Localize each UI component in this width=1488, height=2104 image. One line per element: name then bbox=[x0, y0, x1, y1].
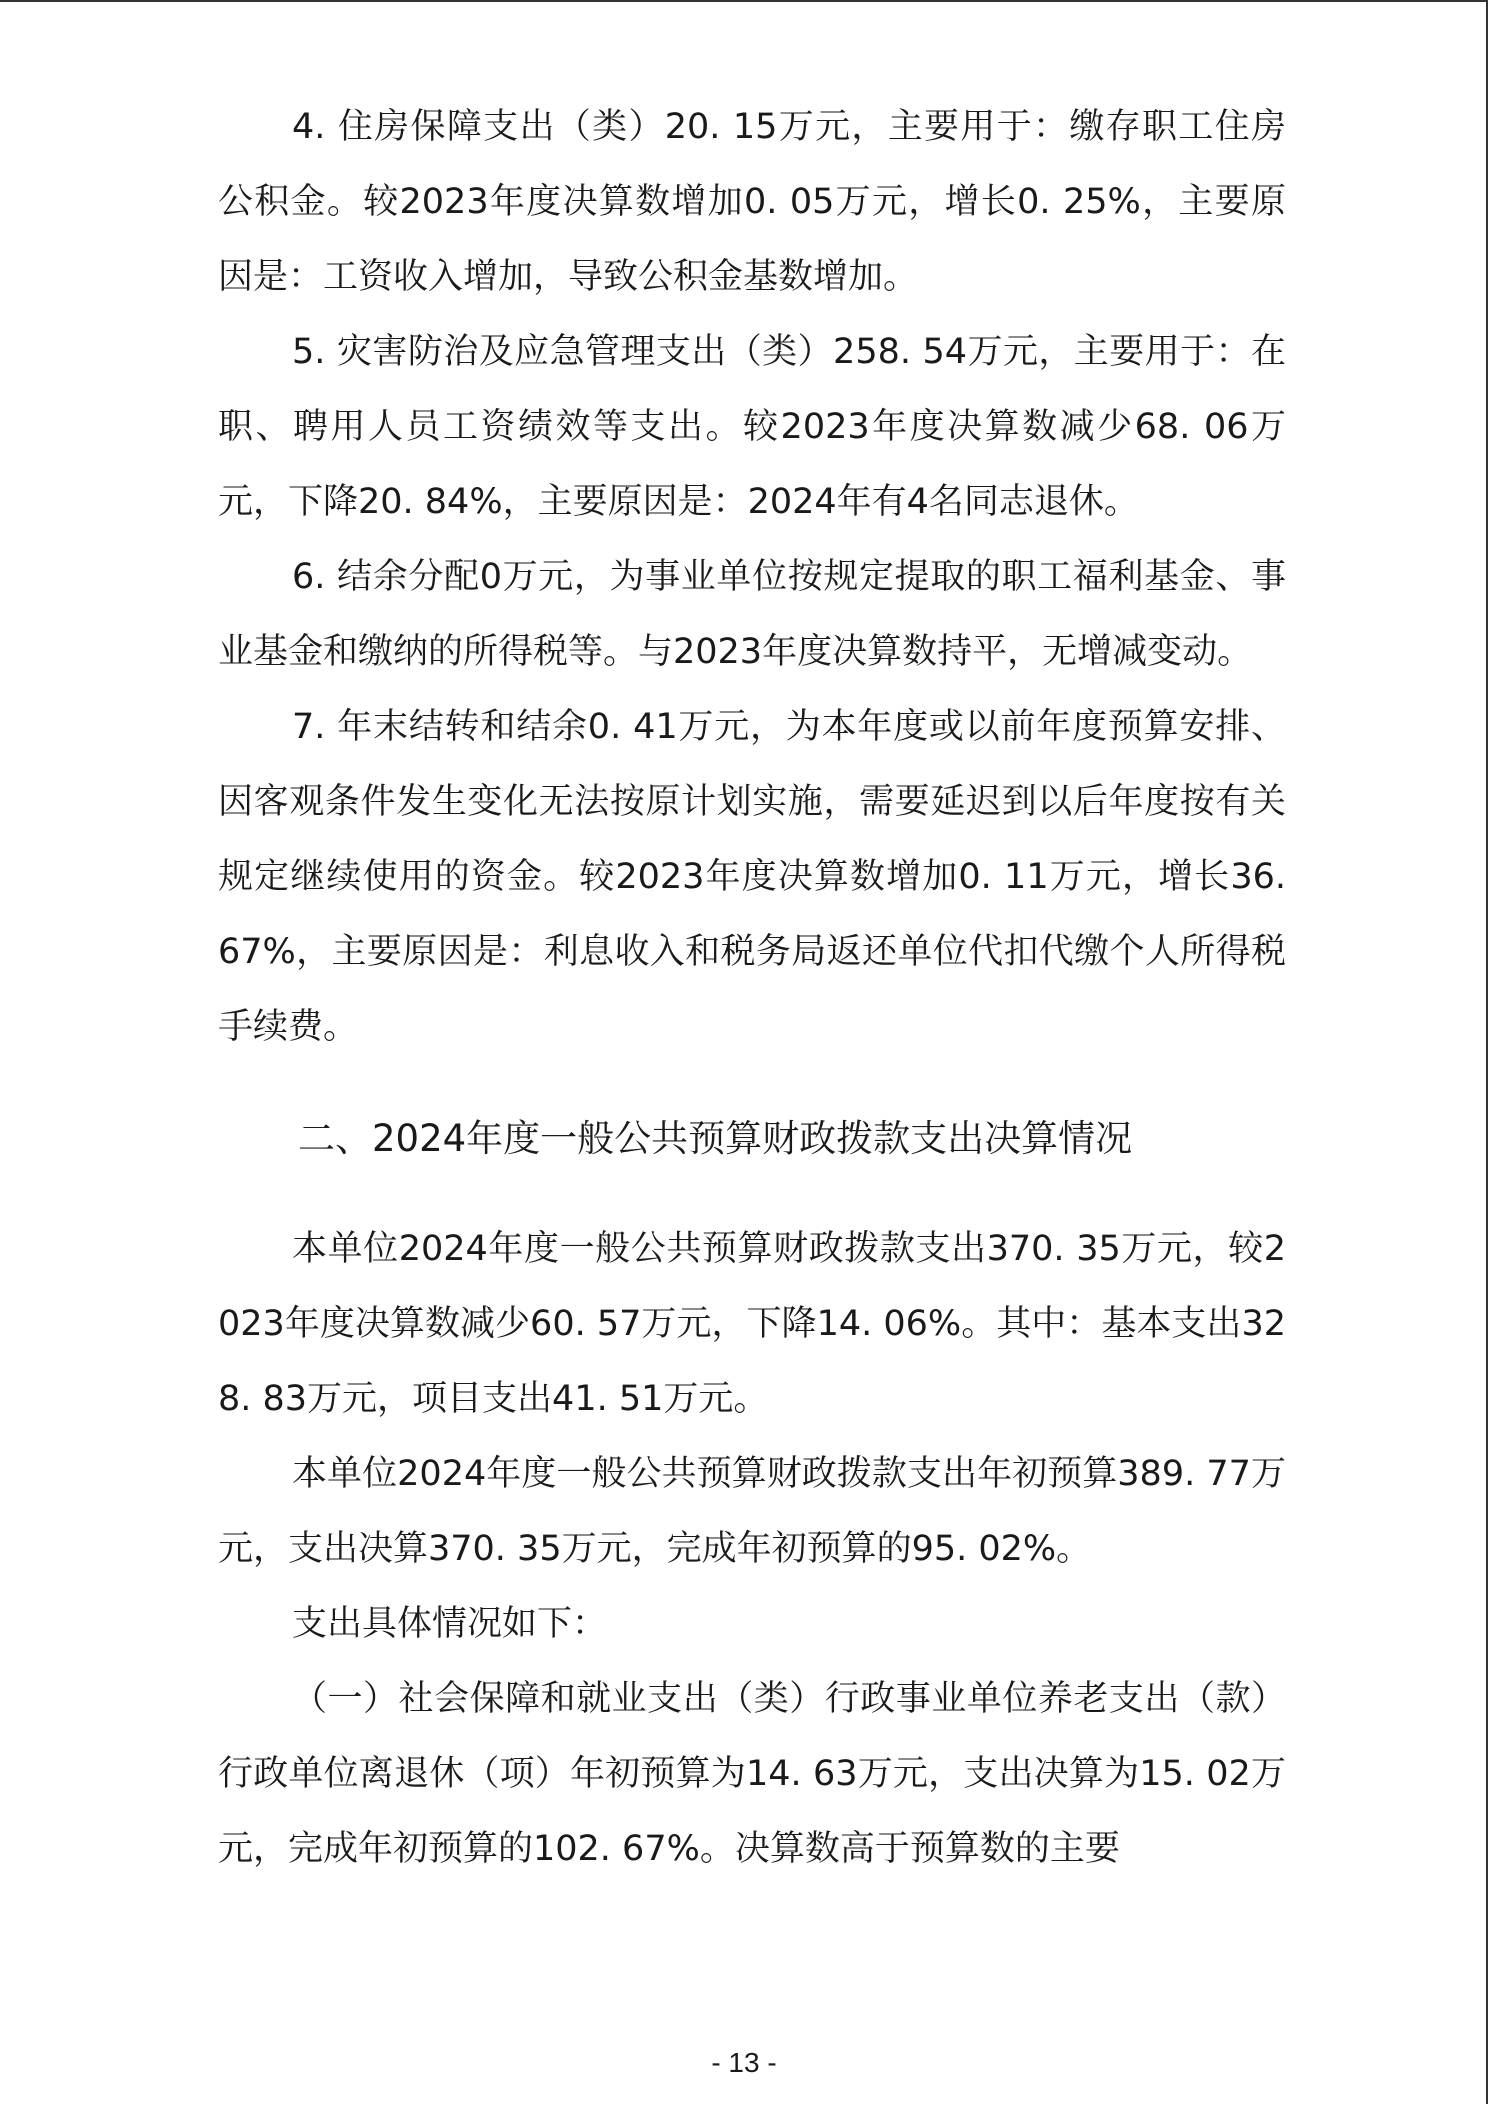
page-border-top bbox=[0, 0, 1488, 2]
paragraph-social-security-expenditure: （一）社会保障和就业支出（类）行政事业单位养老支出（款）行政单位离退休（项）年初预算为14. 63万元，支出决算为15. 02万元，完成年初预算的102. 67%。决算数高于预算数的主要 bbox=[218, 1679, 1286, 1869]
page-number: - 13 - bbox=[711, 2047, 777, 2078]
paragraph-housing-expenditure: 4. 住房保障支出（类）20. 15万元，主要用于：缴存职工住房公积金。较2023年度决算数增加0. 05万元，增长0. 25%，主要原因是：工资收入增加，导致公积金基数增加。 bbox=[218, 107, 1286, 297]
section-heading: 二、2024年度一般公共预算财政拨款支出决算情况 bbox=[298, 1117, 1133, 1160]
paragraph-disaster-prevention-expenditure: 5. 灾害防治及应急管理支出（类）258. 54万元，主要用于：在职、聘用人员工资绩效等支出。较2023年度决算数减少68. 06万元，下降20. 84%，主要原因是：2024年有4名同志退休。 bbox=[218, 332, 1286, 522]
paragraph-surplus-distribution: 6. 结余分配0万元，为事业单位按规定提取的职工福利基金、事业基金和缴纳的所得税等。与2023年度决算数持平，无增减变动。 bbox=[218, 557, 1286, 672]
document-body bbox=[218, 90, 1286, 1887]
paragraph-budget-completion: 本单位2024年度一般公共预算财政拨款支出年初预算389. 77万元，支出决算370. 35万元，完成年初预算的95. 02%。 bbox=[218, 1454, 1286, 1569]
paragraph-details-intro: 支出具体情况如下： bbox=[292, 1604, 608, 1644]
paragraph-year-end-carryover: 7. 年末结转和结余0. 41万元，为本年度或以前年度预算安排、因客观条件发生变化无法按原计划实施，需要延迟到以后年度按有关规定继续使用的资金。较2023年度决算数增加0. 11万元，增长36. 67%，主要原因是：利息收入和税务局返还单位代扣代缴个人所得税手续费。 bbox=[218, 707, 1286, 1047]
paragraph-total-expenditure: 本单位2024年度一般公共预算财政拨款支出370. 35万元，较2023年度决算数减少60. 57万元，下降14. 06%。其中：基本支出328. 83万元，项目支出41. 51万元。 bbox=[218, 1229, 1286, 1419]
